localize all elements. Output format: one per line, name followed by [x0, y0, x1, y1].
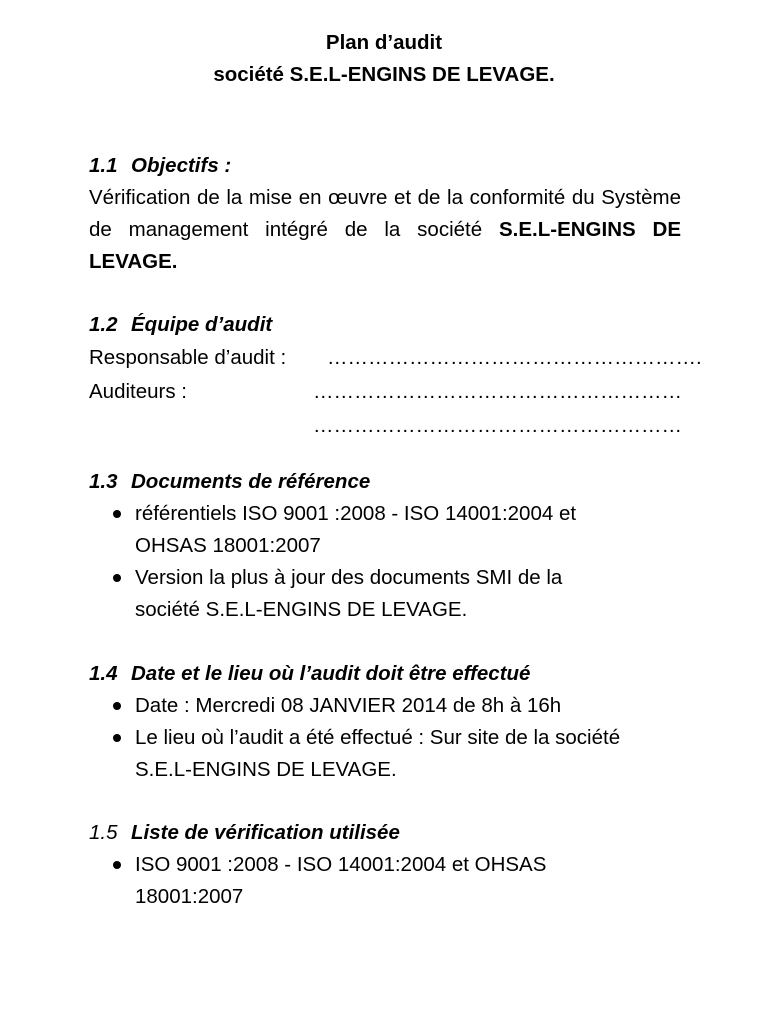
section-equipe	[89, 309, 702, 443]
list-item-text: référentiels ISO 9001 :2008 - ISO 14001:2004 et OHSAS 18001:2007	[135, 502, 577, 557]
list-item	[89, 849, 605, 913]
responsable-row	[89, 341, 702, 375]
section-number: 1.5	[89, 821, 118, 844]
bullet-list	[89, 498, 681, 626]
bullet-icon	[113, 574, 121, 582]
section-heading	[89, 658, 681, 690]
responsable-field[interactable]: ……………………………………………….	[327, 346, 702, 369]
list-item-text: Date : Mercredi 08 JANVIER 2014 de 8h à 16h	[135, 694, 562, 717]
section-number: 1.2	[89, 313, 118, 336]
section-title: Objectifs :	[131, 154, 232, 177]
section-date-lieu	[89, 658, 681, 786]
auditeurs-row	[89, 375, 681, 409]
bullet-icon	[113, 510, 121, 518]
auditeurs-field-1[interactable]: ………………………………………………	[313, 380, 682, 403]
list-item-text: ISO 9001 :2008 - ISO 14001:2004 et OHSAS 18001:2007	[135, 853, 547, 908]
company-name: S.E.L-ENGINS DE LEVAGE.	[89, 218, 681, 273]
list-item	[89, 722, 681, 786]
list-item-text: Version la plus à jour des documents SMI de la société S.E.L-ENGINS DE LEVAGE.	[135, 566, 563, 621]
bullet-icon	[113, 702, 121, 710]
objectifs-text: Vérification de la mise en œuvre et de la conformité du Système de management intégré de la société	[89, 186, 681, 241]
document-title	[0, 27, 768, 91]
list-item	[89, 562, 625, 626]
section-heading	[89, 466, 681, 498]
bullet-icon	[113, 734, 121, 742]
responsable-label: Responsable d’audit :	[89, 346, 287, 369]
bullet-list	[89, 849, 681, 913]
section-title: Liste de vérification utilisée	[131, 821, 400, 844]
section-title: Date et le lieu où l’audit doit être effectué	[131, 662, 531, 685]
section-title: Équipe d’audit	[131, 313, 273, 336]
section-number: 1.1	[89, 154, 118, 177]
section-title: Documents de référence	[131, 470, 371, 493]
section-heading	[89, 817, 681, 849]
objectifs-paragraph	[89, 182, 681, 278]
auditeurs-label: Auditeurs :	[89, 380, 187, 403]
section-heading	[89, 309, 681, 341]
list-item	[89, 690, 681, 722]
section-objectifs	[89, 150, 681, 278]
auditeurs-field-2[interactable]: ………………………………………………	[313, 414, 682, 437]
list-item	[89, 498, 625, 562]
section-documents	[89, 466, 681, 626]
section-heading	[89, 150, 681, 182]
auditeurs-row-2	[89, 409, 681, 443]
bullet-icon	[113, 861, 121, 869]
section-liste-verification	[89, 817, 681, 913]
section-number: 1.3	[89, 470, 118, 493]
bullet-list	[89, 690, 681, 786]
list-item-text: Le lieu où l’audit a été effectué : Sur site de la société S.E.L-ENGINS DE LEVAGE.	[135, 726, 621, 781]
section-number: 1.4	[89, 662, 118, 685]
title-line-1: Plan d’audit	[325, 31, 443, 54]
title-line-2: société S.E.L-ENGINS DE LEVAGE.	[213, 63, 555, 86]
